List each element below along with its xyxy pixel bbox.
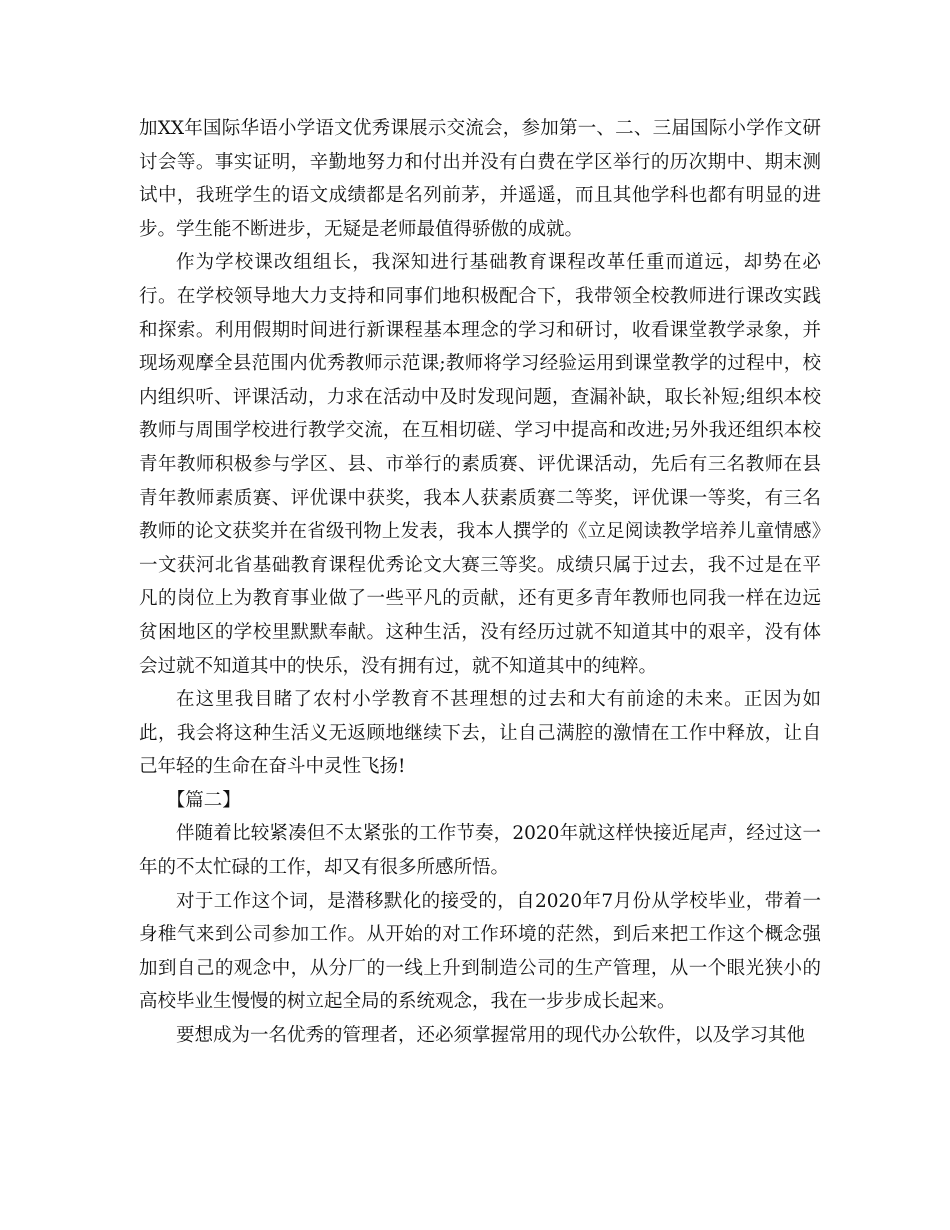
section-heading: 【篇二】 [166, 789, 241, 811]
paragraph-continuation: 加XX年国际华语小学语文优秀课展示交流会，参加第一、二、三届国际小学作文研讨会等。事实证明，辛勤地努力和付出并没有白费在学区举行的历次期中、期末测试中，我班学生的语文成绩都是名列前茅，并遥遥，而且其他学科也都有明显的进步。学生能不断进步，无疑是老师最值得骄傲的成就。 [139, 118, 821, 240]
paragraph-work-concept: 对于工作这个词，是潜移默化的接受的，自2020年7月份从学校毕业，带着一身稚气来到公司参加工作。从开始的对工作环境的茫然，到后来把工作这个概念强加到自己的观念中，从分厂的一线上升到制造公司的生产管理，从一个眼光狭小的高校毕业生慢慢的树立起全局的系统观念，我在一步步成长起来。 [139, 890, 821, 1013]
paragraph-manager-skills: 要想成为一名优秀的管理者，还必须掌握常用的现代办公软件，以及学习其他 [176, 1025, 806, 1047]
paragraph-curriculum-reform: 作为学校课改组组长，我深知进行基础教育课程改革任重而道远，却势在必行。在学校领导地大力支持和同事们地积极配合下，我带领全校教师进行课改实践和探索。利用假期时间进行新课程基本理念的学习和研讨，收看课堂教学录象，并现场观摩全县范围内优秀教师示范课;教师将学习经验运用到课堂教学的过程中，校内组织听、评课活动，力求在活动中及时发现问题，查漏补缺，取长补短;组织本校教师与周围学校进行教学交流，在互相切磋、学习中提高和改进;另外我还组织本校青年教师积极参与学区、县、市举行的素质赛、评优课活动，先后有三名教师在县青年教师素质赛、评优课中获奖，我本人获素质赛二等奖，评优课一等奖，有三名教师的论文获奖并在省级刊物上发表，我本人撰学的《立足阅读教学培养儿童情感》一文获河北省基础教育课程优秀论文大赛三等奖。成绩只属于过去，我不过是在平凡的岗位上为教育事业做了一些平凡的贡献，还有更多青年教师也同我一样在边远贫困地区的学校里默默奉献。这种生活，没有经历过就不知道其中的艰辛，没有体会过就不知道其中的快乐，没有拥有过，就不知道其中的纯粹。 [139, 252, 821, 677]
document-body [139, 112, 821, 1053]
paragraph-work-rhythm: 伴随着比较紧凑但不太紧张的工作节奏，2020年就这样快接近尾声，经过这一年的不太忙碌的工作，却又有很多所感所悟。 [139, 823, 821, 879]
paragraph-rural-education: 在这里我目睹了农村小学教育不甚理想的过去和大有前途的未来。正因为如此，我会将这种生活义无返顾地继续下去，让自己满腔的激情在工作中释放，让自己年轻的生命在奋斗中灵性飞扬! [139, 689, 821, 778]
